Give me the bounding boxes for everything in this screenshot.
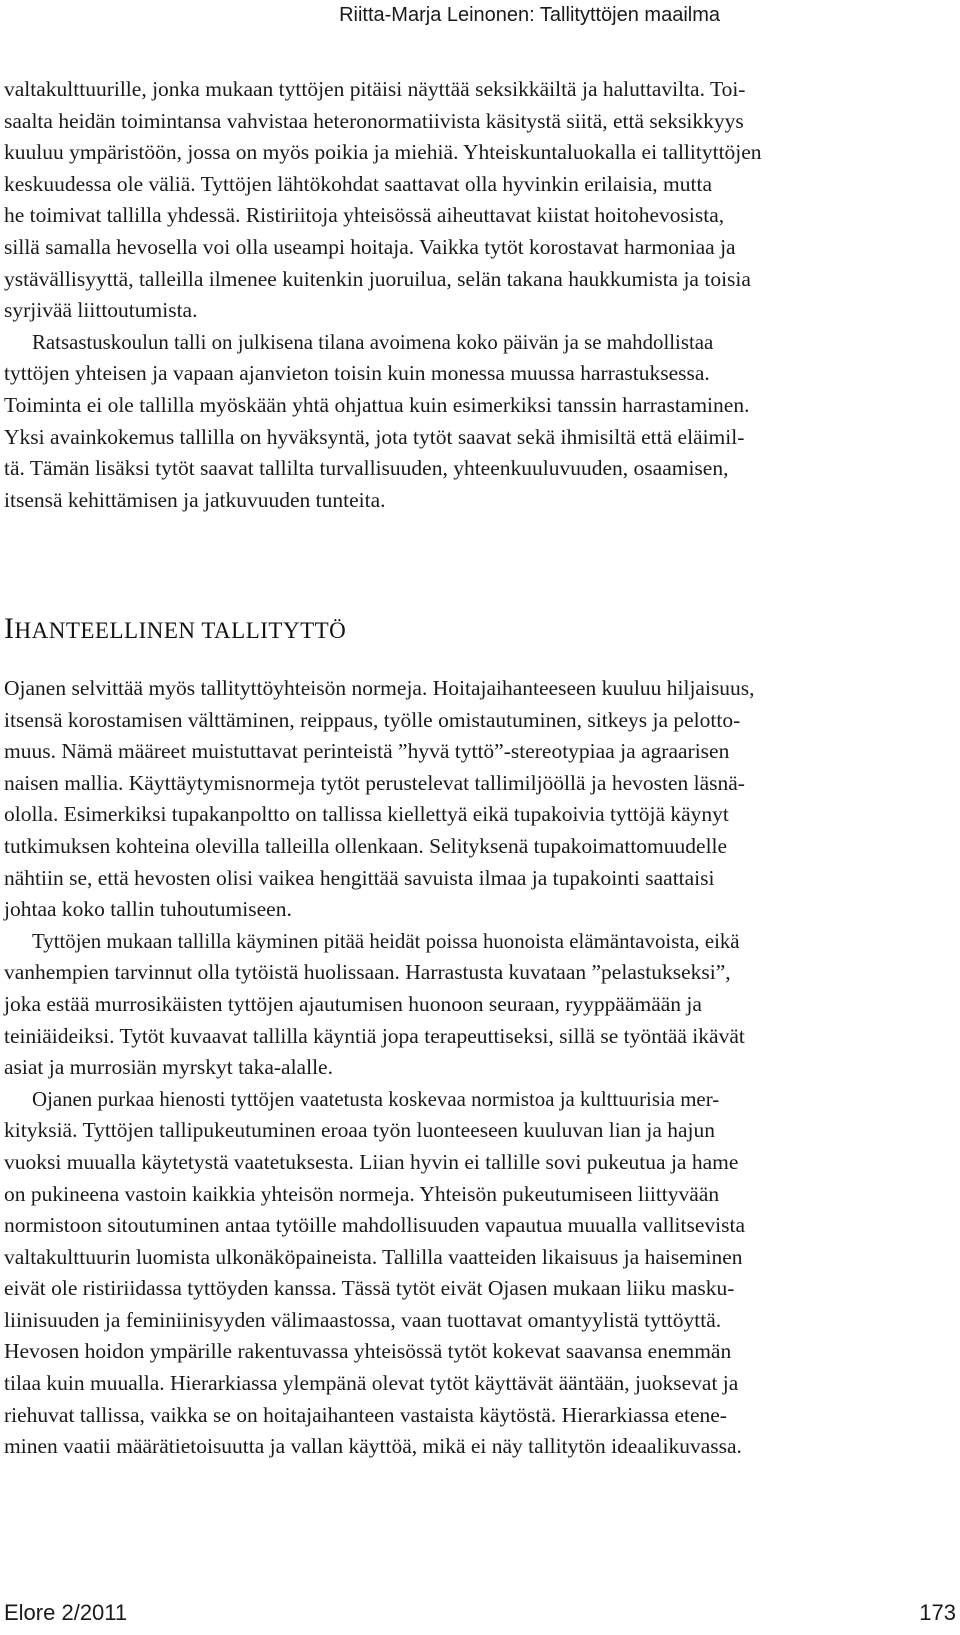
text-line: muus. Nämä määreet muistuttavat perinteistä ”hyvä tyttö”-stereotypiaa ja agraarisen (4, 739, 730, 764)
text-line: kuuluu ympäristöön, jossa on myös poikia ja miehiä. Yhteiskuntaluokalla ei tallityttöjen (4, 140, 762, 165)
text-line: itsensä korostamisen välttäminen, reippaus, työlle omistautuminen, sitkeys ja pelotto- (4, 707, 741, 732)
text-line: normistoon sitoutuminen antaa tytöille mahdollisuuden vapautua muualla vallitsevista (4, 1213, 746, 1238)
section-heading (4, 612, 346, 646)
text-line: valtakulttuurin luomista ulkonäköpaineista. Tallilla vaatteiden likaisuus ja haiseminen (4, 1244, 743, 1269)
text-line: riehuvat tallissa, vaikka se on hoitajaihanteen vastaista käytöstä. Hierarkiassa etene- (4, 1402, 727, 1427)
footer-journal-issue: Elore 2/2011 (4, 1600, 128, 1625)
text-line: Ojanen selvittää myös tallityttöyhteisön normeja. Hoitajaihanteeseen kuuluu hiljaisuus, (4, 676, 755, 700)
text-line: Ratsastuskoulun talli on julkisena tilana avoimena koko päivän ja se mahdollistaa (32, 329, 714, 354)
text-line: vuoksi muualla käytetystä vaatetuksesta. Liian hyvin ei tallille sovi pukeutua ja hame (4, 1149, 739, 1174)
text-line: sillä samalla hevosella voi olla useampi hoitaja. Vaikka tytöt korostavat harmoniaa ja (4, 234, 736, 259)
text-line: saalta heidän toimintansa vahvistaa heteronormatiivista käsitystä siitä, että seksikkyys (4, 108, 744, 133)
text-line: on pukineena vastoin kaikkia yhteisön normeja. Yhteisön pukeutumiseen liittyvään (4, 1181, 720, 1206)
text-line: tilaa kuin muualla. Hierarkiassa ylempänä olevat tytöt käyttävät ääntään, juoksevat ja (4, 1371, 739, 1396)
paragraph-block-1 (4, 74, 956, 516)
text-line: liinisuuden ja feminiinisyyden välimaastossa, vaan tuottavat omantyylistä tyttöyttä. (4, 1307, 722, 1332)
text-line: johtaa koko tallin tuhoutumiseen. (4, 897, 292, 922)
text-line: tyttöjen yhteisen ja vapaan ajanvieton toisin kuin monessa muussa harrastuksessa. (4, 361, 710, 386)
text-line: keskuudessa ole väliä. Tyttöjen lähtökohdat saattavat olla hyvinkin erilaisia, mutta (4, 171, 713, 196)
footer-page-number: 173 (919, 1600, 956, 1625)
section-heading-rest: HANTEELLINEN TALLITYTTÖ (14, 618, 347, 643)
text-line: Ojanen purkaa hienosti tyttöjen vaatetusta koskevaa normistoa ja kulttuurisia mer- (32, 1086, 720, 1111)
text-line: valtakulttuurille, jonka mukaan tyttöjen pitäisi näyttää seksikkäiltä ja haluttavilta. Toi- (4, 77, 746, 101)
text-line: nähtiin se, että hevosten olisi vaikea hengittää savuista ilmaa ja tupakointi saattaisi (4, 865, 715, 890)
text-line: ololla. Esimerkiksi tupakanpoltto on tallissa kiellettyä eikä tupakoivia tyttöjä käynyt (4, 802, 729, 827)
text-line: joka estää murrosikäisten tyttöjen ajautumisen huonoon seuraan, ryyppäämään ja (4, 991, 702, 1016)
text-line: tutkimuksen kohteina olevilla talleilla ollenkaan. Selityksenä tupakoimattomuudelle (4, 833, 728, 858)
paragraph-block-2 (4, 673, 956, 1463)
text-line: eivät ole ristiriidassa tyttöyden kanssa. Tässä tytöt eivät Ojasen mukaan liiku masku- (4, 1276, 735, 1301)
text-line: Yksi avainkokemus tallilla on hyväksyntä, jota tytöt saavat sekä ihmisiltä että eläimil- (4, 424, 745, 449)
text-line: kityksiä. Tyttöjen tallipukeutuminen eroaa työn luonteeseen kuuluvan lian ja hajun (4, 1118, 716, 1143)
text-line: Toiminta ei ole tallilla myöskään yhtä ohjattua kuin esimerkiksi tanssin harrastaminen. (4, 392, 750, 417)
text-line: naisen mallia. Käyttäytymisnormeja tytöt perustelevat tallimiljööllä ja hevosten läsnä- (4, 770, 745, 795)
text-line: syrjivää liittoutumista. (4, 298, 198, 323)
text-line: ystävällisyyttä, talleilla ilmenee kuitenkin juoruilua, selän takana haukkumista ja toisia (4, 266, 751, 291)
text-line: asiat ja murrosiän myrskyt taka-alalle. (4, 1055, 333, 1080)
text-line: teiniäideiksi. Tytöt kuvaavat tallilla käyntiä jopa terapeuttiseksi, sillä se työntää ikävät (4, 1023, 745, 1048)
section-heading-initial: I (4, 612, 15, 645)
text-line: he toimivat tallilla yhdessä. Ristiriitoja yhteisössä aiheuttavat kiistat hoitohevosista, (4, 203, 725, 228)
text-line: vanhempien tarvinnut olla tytöistä huolissaan. Harrastusta kuvataan ”pelastukseksi”, (4, 960, 731, 985)
text-line: itsensä kehittämisen ja jatkuvuuden tunteita. (4, 487, 386, 512)
text-line: Hevosen hoidon ympärille rakentuvassa yhteisössä tytöt kokevat saavansa enemmän (4, 1339, 732, 1364)
text-line: minen vaatii määrätietoisuutta ja vallan käyttöä, mikä ei näy tallitytön ideaalikuvassa. (4, 1434, 742, 1459)
text-line: Tyttöjen mukaan tallilla käyminen pitää heidät poissa huonoista elämäntavoista, eikä (32, 928, 740, 953)
text-line: tä. Tämän lisäksi tytöt saavat tallilta turvallisuuden, yhteenkuuluvuuden, osaamisen, (4, 456, 729, 481)
running-head-title: Riitta-Marja Leinonen: Tallityttöjen maailma (339, 4, 720, 26)
